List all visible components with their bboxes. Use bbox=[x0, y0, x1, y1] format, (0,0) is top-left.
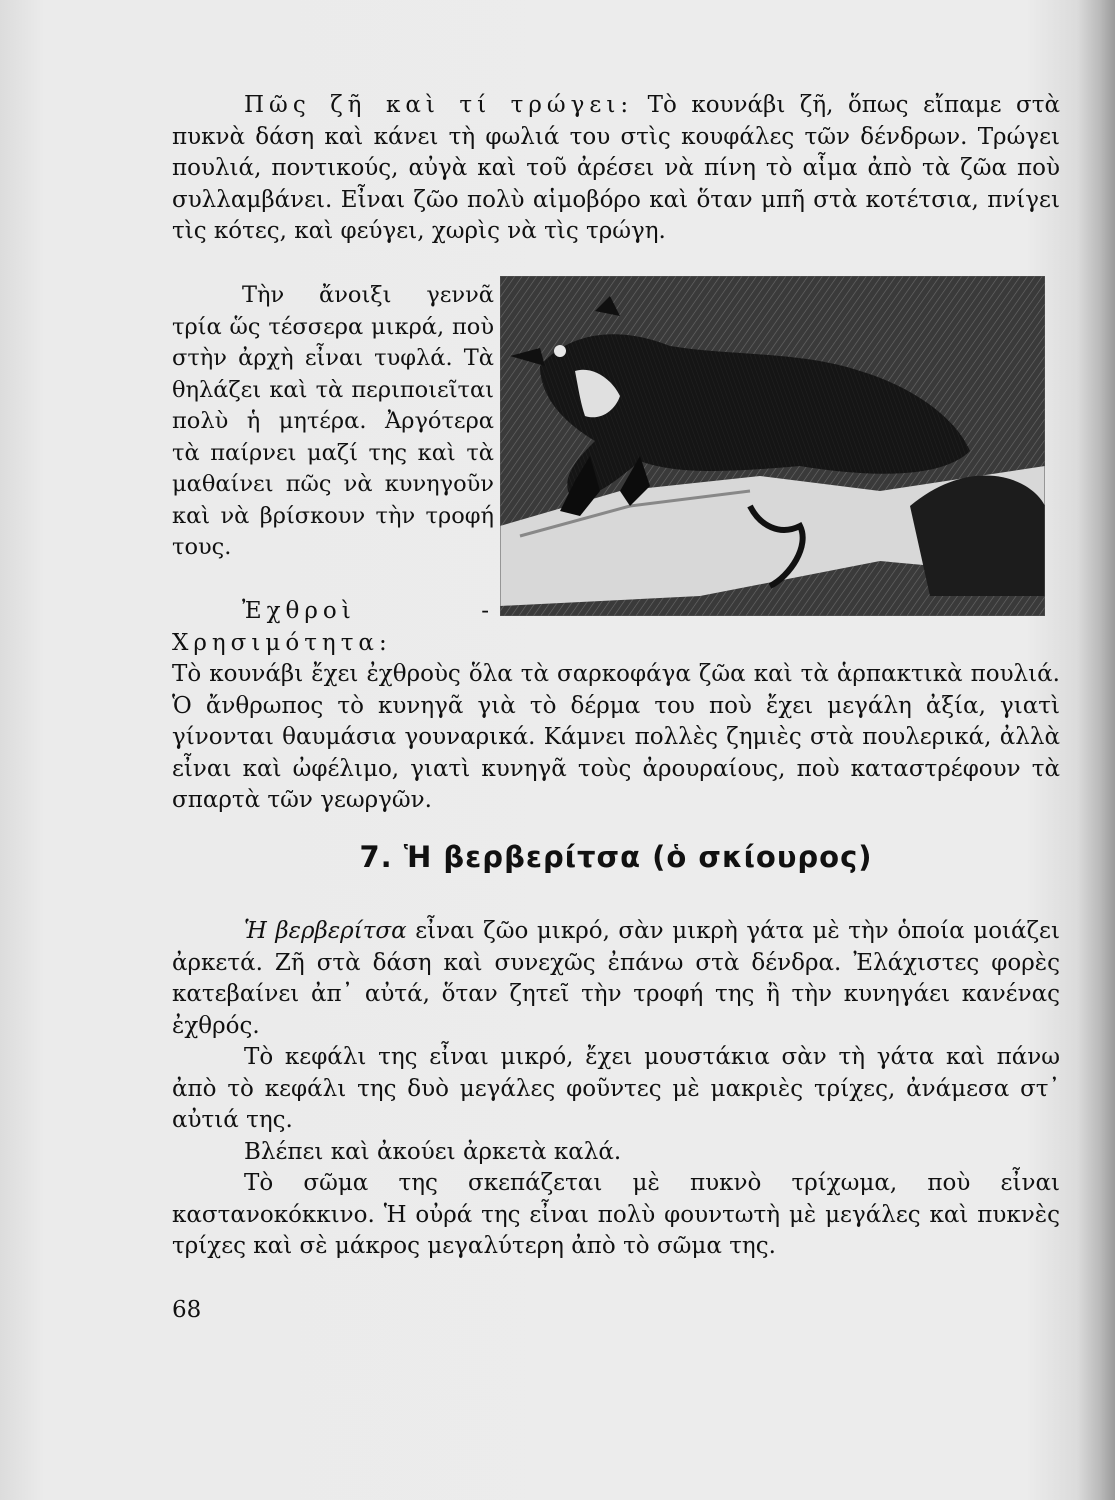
page-spine-shadow bbox=[1077, 0, 1115, 1500]
term-italic: Ἡ βερβερίτσα bbox=[244, 918, 407, 944]
paragraph-lead: Ἐχθροὶ - Χρησιμότητα: bbox=[172, 598, 494, 656]
paragraph-body: Τὴν ἄνοιξι γεννᾶ τρία ὥς τέσσερα μικρά, ποὺ στὴν ἀρχὴ εἶναι τυφλά. Τὰ θηλάζει καὶ τὰ περιποιεῖται πολὺ ἡ μητέρα. Ἀργότερα τὰ παίρνει μαζί της καὶ τὰ μαθαίνει πῶς νὰ κυνηγοῦν καὶ νὰ βρίσκουν τὴν τροφή τους. bbox=[172, 282, 494, 560]
page-number: 68 bbox=[172, 1297, 202, 1323]
paragraph-body: Τὸ κουνάβι ζῆ, ὅπως εἴπαμε στὰ πυκνὰ δάση καὶ κάνει τὴ φωλιά του στὶς κουφάλες τῶν δένδρων. Τρώγει πουλιά, ποντικούς, αὐγὰ καὶ τοῦ ἀρέσει νὰ πίνη τὸ αἷμα ἀπὸ τὰ ζῶα ποὺ συλλαμβάνει. Εἶναι ζῶο πολὺ αἱμοβόρο καὶ ὅταν μπῆ στὰ κοτέτσια, πνίγει τὶς κότες, καὶ φεύγει, χωρὶς νὰ τὶς τρώγη. bbox=[172, 92, 1060, 244]
paragraph-head-description: Τὸ κεφάλι της εἶναι μικρό, ἔχει μουστάκια σὰν τὴ γάτα καὶ πάνω ἀπὸ τὸ κεφάλι της δυὸ μεγάλες φοῦντες μὲ μακριὲς τρίχες, ἀνάμεσα στ᾿ αὐτιά της. bbox=[172, 1044, 1060, 1133]
paragraph-body-fur: Τὸ σῶμα της σκεπάζεται μὲ πυκνὸ τρίχωμα, ποὺ εἶναι καστανοκόκκινο. Ἡ οὐρά της εἶναι πολὺ φουντωτὴ μὲ μεγάλες καὶ πυκνὲς τρίχες καὶ σὲ μάκρος μεγαλύτερη ἀπὸ τὸ σῶμα της. bbox=[172, 1170, 1060, 1259]
paragraph-senses: Βλέπει καὶ ἀκούει ἀρκετὰ καλά. bbox=[244, 1138, 622, 1165]
marten-illustration bbox=[500, 276, 1045, 616]
paragraph-lead: Πῶς ζῆ καὶ τί τρώγει: bbox=[244, 92, 634, 118]
paragraph-how-it-lives bbox=[172, 90, 1060, 248]
paragraph-body: εἶναι ζῶο μικρό, σὰν μικρὴ γάτα μὲ τὴν ὁποία μοιάζει ἀρκετά. Ζῆ στὰ δάση καὶ συνεχῶς ἐπάνω στὰ δένδρα. Ἐλάχιστες φορὲς κατεβαίνει ἀπ᾿ αὐτά, ὅταν ζητεῖ τὴν τροφή της ἢ τὴν κυνηγάει κανένας ἐχθρός. bbox=[172, 918, 1060, 1039]
section-squirrel-body bbox=[172, 916, 1060, 1263]
section-heading: 7. Ἡ βερβερίτσα (ὁ σκίουρος) bbox=[359, 840, 873, 874]
paragraph-body: Τὸ κουνάβι ἔχει ἐχθροὺς ὅλα τὰ σαρκοφάγα ζῶα καὶ τὰ ἁρπακτικὰ πουλιά. Ὁ ἄνθρωπος τὸ κυνηγᾶ γιὰ τὸ δέρμα του ποὺ ἔχει μεγάλη ἀξία, γιατὶ γίνονται θαυμάσια γουναρικά. Κάμνει πολλὲς ζημιὲς στὰ πουλερικά, ἀλλὰ εἶναι καὶ ὠφέλιμο, γιατὶ κυνηγᾶ τοὺς ἀρουραίους, ποὺ καταστρέφουν τὰ σπαρτὰ τῶν γεωργῶν. bbox=[172, 661, 1060, 813]
paragraph-enemies-usefulness bbox=[172, 596, 1060, 817]
paragraph-offspring bbox=[172, 280, 494, 564]
